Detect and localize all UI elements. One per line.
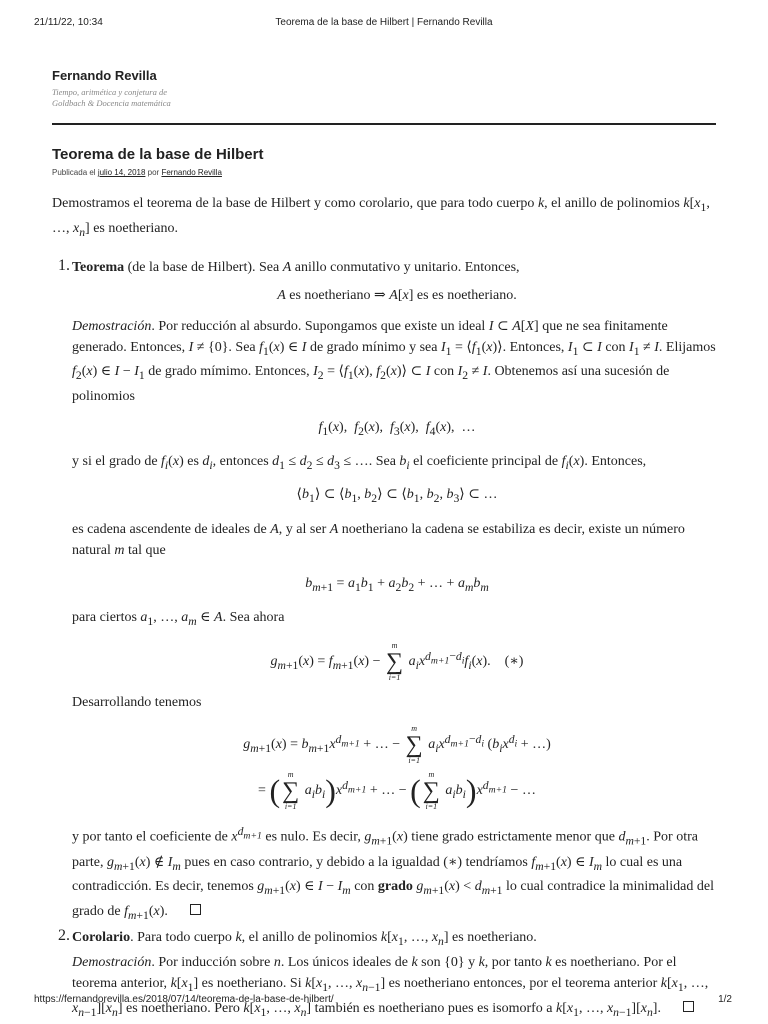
meta-prefix: Publicada el [52,168,96,177]
list-item [52,927,722,1022]
corollary-proof: Demostración. Por inducción sobre n. Los únicos ideales de k son {0} y k, por tanto k es noetheriano. Por el teorema anterior, $k[x_1]$ es noetheriano. Si $k[x_1$, …, $x_{n-1}$] es noetheriano entonces, por el teorema anterior $k[x_1$, …, $x_{n-1}][x_n]$ es noetheriano. Pero $k[x_1$, …, $x_n$] también es noetheriano pues es isomorfo a $k[x_1$, …, $x_{n-1}][x_n]$. [72,954,709,1019]
site-header [52,68,712,109]
post-date-link[interactable]: julio 14, 2018 [97,168,146,177]
theorem-statement: Teorema (de la base de Hilbert). Sea A anillo conmutativo y unitario. Entonces, [72,259,520,275]
proof-paragraph: Demostración. Por reducción al absurdo. Supongamos que existe un ideal I ⊂ A[X] que ne sea finitamente generado. Entonces, I ≠ {0}. Sea $f_1(x)$ ∈ I de grado mínimo y sea $I_1$ = $⟨f_1(x)⟩$. Entonces, $I_1$ ⊂ I con $I_1 \ne I$. Elijamos $f_2(x)$ ∈ $I - I_1$ de grado mímimo. Entonces, $I_2$ = $⟨f_1(x)$, $f_2(x)⟩$ ⊂ I con $I_2 \ne I$. Obtenemos así una sucesión de polinomios [72,318,716,405]
equation-bm1: $b_{m+1} = a_1b_1 + a_2b_2$ + … + $a_mb_m$ [305,575,489,594]
equation-chain: $⟨b_1⟩$ ⊂ $⟨b_1$, $b_2⟩$ ⊂ $⟨b_1$, $b_2$, $b_3⟩$ ⊂ … [296,486,498,505]
qed-symbol [190,904,201,915]
equation-expansion-2: = ( m ∑ i=1 $a_ib_i)x^{d_{m+1}}$ + … − ( m ∑ i=1 $a_ib_i)x^{d_{m+1}}$ − … [258,770,536,812]
coefficients-paragraph: para ciertos $a_1$, …, $a_m$ ∈ A. Sea ahora [72,610,285,629]
print-page-number: 1/2 [718,994,732,1005]
item-number: 2. [58,927,70,945]
chain-paragraph: es cadena ascendente de ideales de A, y al ser A noetheriano la cadena se estabiliza es decir, existe un número natural m tal que [72,521,685,558]
theorem-list [52,257,722,1023]
list-item [52,257,722,926]
meta-by: por [147,168,160,177]
item-number: 1. [58,256,70,274]
intro-paragraph: Demostramos el teorema de la base de Hilbert y como corolario, que para todo cuerpo k, el anillo de polinomios $k[x_1$, …, $x_n$] es noetheriano. [52,196,710,239]
equation-sequence: $f_1(x)$, $f_2(x)$, $f_3(x)$, $f_4(x)$, … [318,420,476,438]
site-title[interactable]: Fernando Revilla [52,68,157,83]
equation-expansion-1: $g_{m+1}(x) = b_{m+1}x^{d_{m+1}}$ + … − m ∑ i=1 $a_ix^{d_{m+1}-d_i}$ ($b_ix^{d_i}$ + …) [243,724,551,766]
post-title: Teorema de la base de Hilbert [52,146,264,163]
print-doc-title: Teorema de la base de Hilbert | Fernando Revilla [275,17,493,28]
qed-symbol [683,1001,694,1012]
equation-theorem: A es noetheriano ⇒ A[x] es es noetheriano. [277,287,517,303]
post-meta [52,168,722,177]
equation-gm1-def: $g_{m+1}(x) = f_{m+1}(x)$ − m ∑ i=1 $a_ix^{d_{m+1}-d_i}f_i(x)$. (∗) [270,641,524,683]
header-divider [52,123,716,125]
print-url: https://fernandorevilla.es/2018/07/14/teorema-de-la-base-de-hilbert/ [34,994,334,1005]
print-datetime: 21/11/22, 10:34 [34,17,103,28]
conclusion-paragraph: y por tanto el coeficiente de $x^{d_{m+1}}$ es nulo. Es decir, $g_{m+1}(x)$ tiene grado estrictamente menor que $d_{m+1}$. Por otra parte, $g_{m+1}(x)$ ∉ $I_m$ pues en caso contrario, y debido a la igualdad (∗) tendríamos $f_{m+1}(x)$ ∈ $I_m$ lo cual es una contradicción. Es decir, tenemos $g_{m+1}(x)$ ∈ $I - I_m$ con grado $g_{m+1}(x) < d_{m+1}$ lo cual contradice la minimalidad del grado de $f_{m+1}(x)$. [72,825,714,923]
corollary-statement: Corolario. Para todo cuerpo k, el anillo de polinomios $k[x_1$, …, $x_n$] es noetheriano. [72,930,537,948]
site-description: Tiempo, aritmética y conjetura de Goldbach & Docencia matemática [52,87,171,108]
degree-paragraph: y si el grado de $f_i(x)$ es $d_i$, entonces $d_1 \le d_2 \le d_3$ ≤ …. Sea $b_i$ el coeficiente principal de $f_i(x)$. Entonces, [72,453,647,472]
post-author-link[interactable]: Fernando Revilla [161,168,222,177]
expanding-label: Desarrollando tenemos [72,695,202,711]
post-content [52,146,722,1022]
